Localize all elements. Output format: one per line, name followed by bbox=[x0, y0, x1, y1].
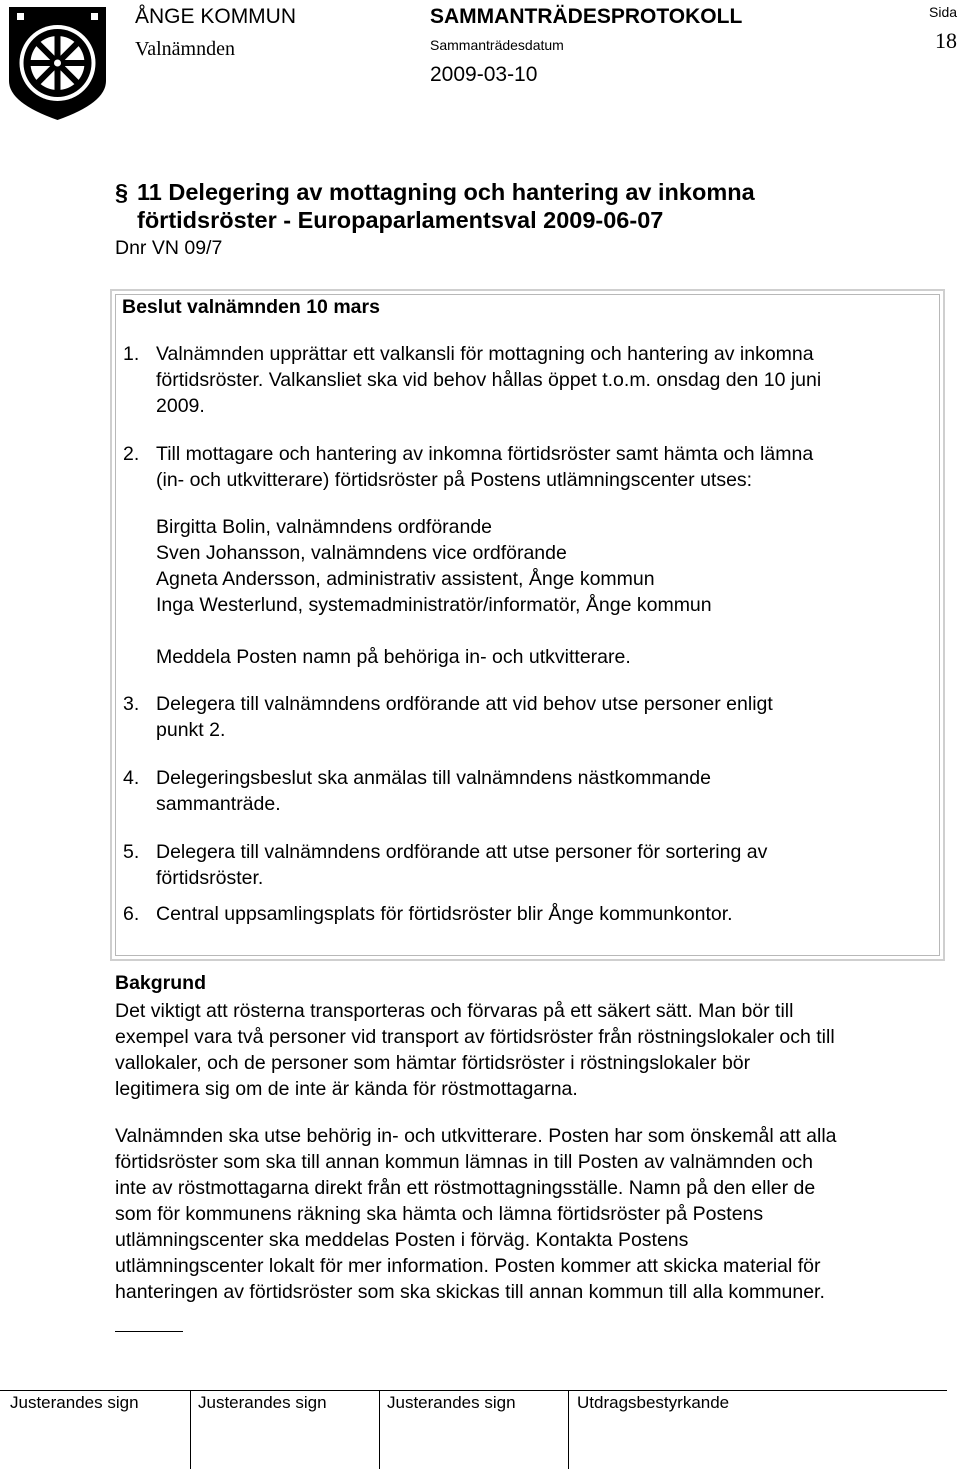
item-6-line-1: Central uppsamlingsplats för förtidsröster blir Ånge kommunkontor. bbox=[156, 903, 733, 925]
background-p2-line-3: inte av röstmottagarna direkt från ett röstmottagningsställe. Namn på den eller de bbox=[115, 1177, 816, 1199]
footer-sign-1: Justerandes sign bbox=[10, 1393, 139, 1412]
background-p1-line-4: legitimera sig om de inte är kända för röstmottagarna. bbox=[115, 1078, 578, 1100]
item-4-line-2: sammanträde. bbox=[156, 793, 281, 815]
department-name: Valnämnden bbox=[135, 38, 235, 60]
person-2: Sven Johansson, valnämndens vice ordförande bbox=[156, 542, 567, 564]
background-p1-line-2: exempel vara två personer vid transport av förtidsröster från röstningslokaler och till bbox=[115, 1026, 835, 1048]
item-5-line-2: förtidsröster. bbox=[156, 867, 264, 889]
item-1-line-2: förtidsröster. Valkansliet ska vid behov hållas öppet t.o.m. onsdag den 10 juni bbox=[156, 369, 822, 391]
person-1: Birgitta Bolin, valnämndens ordförande bbox=[156, 516, 493, 538]
item-1-line-3: 2009. bbox=[156, 395, 205, 417]
meeting-date-label: Sammanträdesdatum bbox=[430, 37, 564, 53]
background-p2-line-5: utlämningscenter ska meddelas Posten i förväg. Kontakta Postens bbox=[115, 1229, 689, 1251]
document-type: SAMMANTRÄDESPROTOKOLL bbox=[430, 5, 743, 28]
background-p2-line-7: hanteringen av förtidsröster som ska skickas till annan kommun till alla kommuner. bbox=[115, 1281, 825, 1303]
item-3-line-2: punkt 2. bbox=[156, 719, 226, 741]
page-label: Sida bbox=[929, 4, 958, 20]
end-rule bbox=[115, 1331, 183, 1332]
background-p1-line-1: Det viktigt att rösterna transporteras och förvaras på ett säkert sätt. Man bör till bbox=[115, 1000, 794, 1022]
item-4-line-1: Delegeringsbeslut ska anmälas till valnämndens nästkommande bbox=[156, 767, 711, 789]
item-2-line-2: (in- och utkvitterare) förtidsröster på Postens utlämningscenter utses: bbox=[156, 469, 753, 491]
item-number: 5. bbox=[123, 841, 140, 863]
person-4: Inga Westerlund, systemadministratör/informatör, Ånge kommun bbox=[156, 594, 712, 616]
footer-divider bbox=[568, 1390, 569, 1469]
background-heading: Bakgrund bbox=[115, 972, 207, 994]
item-2-line-1: Till mottagare och hantering av inkomna förtidsröster samt hämta och lämna bbox=[156, 443, 814, 465]
footer-sign-2: Justerandes sign bbox=[198, 1393, 327, 1412]
item-number: 2. bbox=[123, 443, 140, 465]
footer-divider bbox=[190, 1390, 191, 1469]
footer-sign-3: Justerandes sign bbox=[387, 1393, 516, 1412]
paragraph-sign: § bbox=[115, 179, 129, 205]
organization-name: ÅNGE KOMMUN bbox=[135, 5, 297, 28]
section-title-line-1: 11 Delegering av mottagning och hantering av inkomna bbox=[137, 179, 755, 205]
background-p2-line-1: Valnämnden ska utse behörig in- och utkvitterare. Posten har som önskemål att alla bbox=[115, 1125, 837, 1147]
item-number: 3. bbox=[123, 693, 140, 715]
background-p2-line-2: förtidsröster som ska till annan kommun lämnas in till Posten av valnämnden och bbox=[115, 1151, 813, 1173]
item-1-line-1: Valnämnden upprättar ett valkansli för mottagning och hantering av inkomna bbox=[156, 343, 814, 365]
footer-rule bbox=[0, 1390, 947, 1391]
item-number: 1. bbox=[123, 343, 140, 365]
page-number: 18 bbox=[935, 28, 957, 53]
background-p1-line-3: vallokaler, och de personer som hämtar förtidsröster i röstningslokaler bör bbox=[115, 1052, 751, 1074]
item-5-line-1: Delegera till valnämndens ordförande att utse personer för sortering av bbox=[156, 841, 768, 863]
ange-kommun-logo bbox=[5, 3, 110, 123]
item-3-line-1: Delegera till valnämndens ordförande att vid behov utse personer enligt bbox=[156, 693, 773, 715]
item-number: 6. bbox=[123, 903, 140, 925]
item-number: 4. bbox=[123, 767, 140, 789]
background-p2-line-4: som för kommunens räkning ska hämta och lämna förtidsröster på Postens bbox=[115, 1203, 764, 1225]
decision-heading: Beslut valnämnden 10 mars bbox=[122, 296, 380, 318]
diary-number: Dnr VN 09/7 bbox=[115, 237, 223, 259]
person-3: Agneta Andersson, administrativ assistent, Ånge kommun bbox=[156, 568, 655, 590]
section-title-line-2: förtidsröster - Europaparlamentsval 2009-06-07 bbox=[137, 207, 664, 233]
footer-divider bbox=[379, 1390, 380, 1469]
meeting-date: 2009-03-10 bbox=[430, 63, 538, 86]
footer-certification: Utdragsbestyrkande bbox=[577, 1393, 730, 1412]
posten-note: Meddela Posten namn på behöriga in- och utkvitterare. bbox=[156, 646, 631, 668]
background-p2-line-6: utlämningscenter lokalt för mer information. Posten kommer att skicka material för bbox=[115, 1255, 821, 1277]
